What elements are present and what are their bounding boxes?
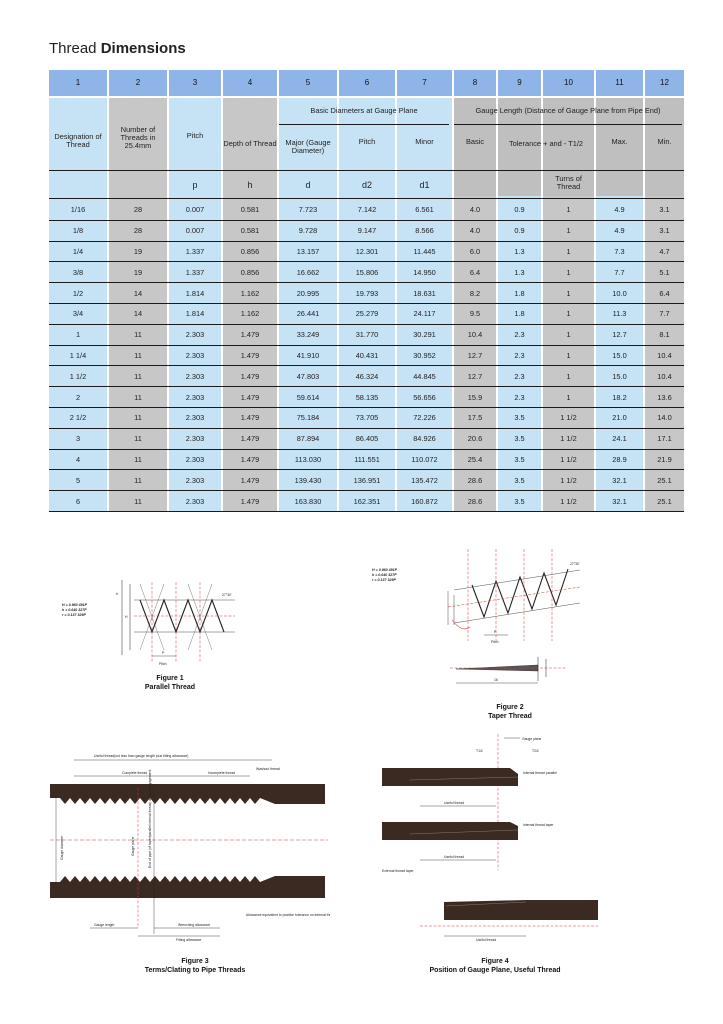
table-cell: 19 [133,246,143,256]
table-cell: 28 [133,226,143,236]
table-cell: 72.226 [413,413,436,423]
column-number: 6 [339,70,395,96]
header-depth: Depth of Thread [223,138,277,148]
table-cell: 3.5 [514,496,525,506]
figure-4-caption [405,958,585,976]
table-cell: 47.803 [296,371,320,381]
table-cell: 10.4 [657,350,672,360]
table-cell: 1 [566,267,571,277]
table-cell: 14.950 [413,267,436,277]
fig1-angle: 27°30' [222,593,232,597]
table-cell: 1.479 [240,496,260,506]
figure-2-title: Taper Thread [488,712,532,720]
fig2-angle: 27°30' [570,562,580,566]
table-cell: 14 [133,309,143,319]
fig3-incomplete-label: Incomplete thread [208,771,236,775]
fig3-end-of-pipe: End of pipe (of taper/parallel internal thread) at hand engagement [148,769,152,868]
page-title [49,40,186,57]
fig4-gauge-plane: Gauge plane [522,737,542,741]
table-cell: 139.430 [294,475,322,485]
column-number: 2 [109,70,167,96]
fig1-formula-r: r = 0.137 329P [62,613,86,617]
table-cell: 2.3 [514,392,525,402]
table-cell: 1 1/2 [560,454,577,464]
table-cell: 4.0 [469,205,481,215]
table-cell: 0.581 [240,226,260,236]
table-cell: 59.614 [296,392,320,402]
table-cell: 8.2 [469,288,481,298]
table-cell: 5 [75,475,81,485]
fig3-allowance-note: Allowance equivalent to positive tolerance on internal thread [246,913,330,917]
table-cell: 18.631 [413,288,436,298]
fig3-gauge-length: Gauge length [94,923,115,927]
table-cell: 4 [75,454,81,464]
table-cell: 2.303 [185,371,205,381]
table-cell: 28.6 [467,496,483,506]
header-gauge-length: Gauge Length (Distance of Gauge Plane from Pipe End) [475,105,661,115]
header-pitch-diameter: Pitch [358,136,376,146]
fig1-h-left: h [116,592,118,596]
figure-1-caption [110,675,230,693]
table-cell: 18.2 [612,392,627,402]
table-cell: 1.479 [240,475,260,485]
table-cell: 26.441 [296,309,320,319]
table-cell: 31.770 [355,330,379,340]
header-minor: Minor [415,136,434,146]
table-cell: 1/4 [72,246,84,256]
table-cell: 17.5 [467,413,483,423]
table-cell: 2 1/2 [69,413,87,423]
table-cell: 9.5 [469,309,481,319]
table-cell: 13.6 [657,392,672,402]
fig4-internal-parallel: Internal thread parallel [523,771,557,775]
header-basic: Basic [465,136,485,146]
table-cell: 1 [566,205,571,215]
fig2-formula-r: r = 0.137 329P [372,578,396,582]
table-cell: 28.9 [612,454,627,464]
column-number: 7 [397,70,452,96]
fig2-ratio: 16 [494,678,498,682]
table-cell: 3.5 [514,454,525,464]
figure-1-number: Figure 1 [156,675,184,682]
table-cell: 1 1/2 [560,496,577,506]
table-cell: 1 1/4 [69,350,87,360]
fig3-washout-label: Washout thread [256,767,280,771]
title-bold: Dimensions [100,40,186,57]
table-cell: 12.7 [467,350,483,360]
figure-2-taper-thread [370,545,610,705]
fig4-useful-1: Useful thread [444,801,465,805]
header-max: Max. [611,136,628,146]
table-cell: 75.184 [296,413,320,423]
fig1-pitch: Pitch [159,662,167,666]
table-cell: 2.303 [185,350,205,360]
table-cell: 21.9 [657,454,672,464]
table-cell: 8.566 [415,226,434,236]
table-cell: 1.3 [514,246,525,256]
table-cell: 46.324 [355,371,379,381]
table-cell: 2.303 [185,413,205,423]
table-cell: 11.3 [612,309,627,319]
table-cell: 11 [134,475,142,485]
fig4-useful-3: Useful thread [476,938,497,942]
table-cell: 6.4 [659,288,670,298]
table-cell: 4.7 [659,246,670,256]
fig3-gauge-diameter: Gauge diameter [60,835,64,860]
fig4-t1: T1/2 [476,749,483,753]
fig2-formula-H: H = 0.960 491P [372,568,398,572]
table-cell: 0.581 [240,205,260,215]
table-cell: 12.301 [355,246,379,256]
figure-3-caption [110,958,280,976]
table-cell: 2.303 [185,454,205,464]
table-cell: 32.1 [612,475,627,485]
table-cell: 24.117 [413,309,436,319]
table-cell: 33.249 [296,330,320,340]
table-cell: 9.147 [357,226,377,236]
column-number: 8 [454,70,496,96]
figure-1-parallel-thread [60,570,260,680]
figure-3-pipe-thread-terms [50,748,330,948]
table-cell: 41.910 [296,350,320,360]
figure-2-diagram [370,545,610,705]
table-cell: 136.951 [353,475,381,485]
table-cell: 19 [133,267,143,277]
table-cell: 25.1 [657,475,672,485]
table-cell: 1.479 [240,413,260,423]
table-cell: 7.723 [298,205,318,215]
table-cell: 0.007 [185,226,205,236]
table-cell: 2.303 [185,475,205,485]
table-cell: 0.856 [240,267,260,277]
table-cell: 2.3 [514,371,525,381]
title-light: Thread [49,40,101,57]
table-cell: 25.1 [657,496,672,506]
table-cell: 6 [75,496,81,506]
fig1-H: H [125,615,128,619]
header-divider [49,170,684,171]
table-cell: 11.445 [413,246,436,256]
header-major: Major (Gauge Diameter) [285,137,331,155]
table-cell: 1 [566,330,571,340]
column-number: 1 [49,70,107,96]
table-cell: 20.995 [296,288,320,298]
table-cell: 1.479 [240,434,260,444]
table-cell: 1 [566,309,571,319]
table-cell: 11 [134,350,142,360]
header-designation: Designation of Thread [54,131,102,149]
table-cell: 1.8 [514,309,525,319]
figure-4-title: Position of Gauge Plane, Useful Thread [429,966,561,974]
table-cell: 1 1/2 [560,434,577,444]
header-basic-diameters: Basic Diameters at Gauge Plane [310,105,418,115]
table-row-divider [49,511,684,512]
header-pitch: Pitch [186,130,204,140]
table-cell: 1/16 [70,205,86,215]
fig1-formula-H: H = 0.960 491P [62,603,88,607]
fig1-formula-h: h = 0.640 327P [62,608,87,612]
fig3-wrenching: Wrenching allowance [178,923,211,927]
table-cell: 1/2 [72,288,84,298]
table-cell: 1.479 [240,371,260,381]
table-cell: 11 [134,392,142,402]
figure-1-title: Parallel Thread [144,683,196,691]
symbol-depth: h [247,180,253,191]
table-cell: 3/8 [72,267,84,277]
table-cell: 0.9 [514,205,525,215]
table-cell: 3.1 [659,205,670,215]
table-cell: 3 [75,434,81,444]
figure-3-number: Figure 3 [181,958,209,965]
table-cell: 1/8 [72,226,84,236]
table-cell: 11 [134,454,142,464]
table-cell: 7.7 [614,267,625,277]
table-cell: 2.3 [514,350,525,360]
table-cell: 1.479 [240,330,260,340]
table-cell: 17.1 [657,434,672,444]
table-cell: 1.3 [514,267,525,277]
table-cell: 1.162 [240,309,260,319]
table-cell: 11 [134,413,142,423]
table-cell: 2.303 [185,330,205,340]
table-cell: 2.303 [185,496,205,506]
table-cell: 30.291 [413,330,436,340]
table-cell: 3/4 [72,309,84,319]
fig2-pitch: Pitch [491,640,499,644]
header-min: Min. [657,136,672,146]
table-cell: 30.952 [413,350,436,360]
table-cell: 7.7 [659,309,670,319]
symbol-pitch: p [192,180,198,191]
table-cell: 20.6 [467,434,483,444]
fig4-external-taper: External thread taper [382,869,414,873]
table-cell: 1.479 [240,454,260,464]
table-cell: 111.551 [354,454,380,464]
table-cell: 21.0 [612,413,627,423]
table-cell: 5.1 [659,267,670,277]
table-cell: 135.472 [411,475,438,485]
table-cell: 84.926 [413,434,436,444]
table-cell: 25.4 [467,454,483,464]
table-cell: 16.662 [296,267,320,277]
table-cell: 7.142 [357,205,377,215]
header-tolerance: Tolerance + and - T1/2 [508,138,584,148]
table-cell: 2.303 [185,392,205,402]
fig4-t2: T2/2 [532,749,539,753]
symbol-minor: d1 [419,180,430,191]
table-cell: 32.1 [612,496,627,506]
table-cell: 15.806 [355,267,379,277]
table-cell: 44.845 [413,371,436,381]
table-cell: 7.3 [614,246,625,256]
column-number: 10 [543,70,594,96]
table-cell: 1 [566,288,571,298]
table-cell: 1 [566,226,571,236]
table-cell: 113.030 [294,454,322,464]
table-cell: 56.656 [413,392,436,402]
table-cell: 0.007 [185,205,205,215]
table-cell: 10.0 [612,288,627,298]
table-cell: 2.3 [514,330,525,340]
symbol-major: d [305,180,311,191]
table-cell: 3.5 [514,475,525,485]
figure-1-diagram [60,570,260,680]
header-threads: Number of Threads in 25.4mm [120,124,156,151]
fig3-fitting: Fitting allowance [176,938,202,942]
column-number: 12 [645,70,684,96]
table-cell: 11 [134,496,142,506]
table-cell: 4.9 [614,226,625,236]
table-cell: 6.0 [469,246,481,256]
table-cell: 12.7 [467,371,483,381]
table-cell: 15.0 [612,371,627,381]
figure-4-gauge-plane [380,730,610,950]
fig3-complete-label: Complete thread [122,771,148,775]
figure-3-title: Terms/Clating to Pipe Threads [144,966,246,974]
basic-diameters-divider [279,124,449,125]
table-cell: 86.405 [355,434,379,444]
table-cell: 1.337 [185,246,205,256]
table-cell: 0.856 [240,246,260,256]
table-cell: 1 [566,392,571,402]
table-cell: 11 [134,434,142,444]
fig2-formula-h: h = 0.640 327P [372,573,397,577]
fig4-useful-2: Useful thread [444,855,465,859]
table-cell: 1 1/2 [69,371,87,381]
table-cell: 11 [134,371,142,381]
table-cell: 1.479 [240,350,260,360]
table-cell: 10.4 [467,330,483,340]
table-cell: 4.9 [614,205,625,215]
table-cell: 6.561 [415,205,434,215]
table-cell: 12.7 [612,330,627,340]
table-cell: 15.0 [612,350,627,360]
table-cell: 28 [133,205,143,215]
fig3-useful-label: Useful thread(not less than gauge length plus fitting allowance) [94,754,189,758]
table-cell: 28.6 [467,475,483,485]
figure-4-number: Figure 4 [481,958,509,965]
header-turns: Turns of Thread [555,173,582,191]
column-number: 3 [169,70,221,96]
table-cell: 24.1 [612,434,627,444]
table-cell: 40.431 [355,350,379,360]
table-cell: 14 [133,288,143,298]
fig4-internal-taper: Internal thread taper [523,823,554,827]
table-cell: 14.0 [657,413,672,423]
table-cell: 2.303 [185,434,205,444]
symbol-pitch-dia: d2 [361,180,372,191]
table-cell: 1 [566,246,571,256]
table-cell: 1 1/2 [560,413,577,423]
table-cell: 73.705 [355,413,379,423]
header-bottom-divider [49,198,684,199]
table-cell: 13.157 [296,246,320,256]
table-cell: 1 1/2 [560,475,577,485]
column-number: 4 [223,70,277,96]
table-cell: 6.4 [469,267,481,277]
column-number: 5 [279,70,337,96]
table-cell: 1 [566,371,571,381]
table-cell: 9.728 [298,226,318,236]
fig1-p: P [162,651,165,655]
table-cell: 1.814 [185,309,205,319]
figure-4-diagram [380,730,610,950]
fig2-p: P [494,630,497,634]
table-cell: 58.135 [355,392,379,402]
table-cell: 160.872 [411,496,438,506]
figure-2-number: Figure 2 [496,704,524,711]
fig3-gauge-plane: Gauge plane [131,836,135,856]
table-cell: 0.9 [514,226,525,236]
table-cell: 11 [134,330,142,340]
table-cell: 3.5 [514,413,525,423]
table-cell: 4.0 [469,226,481,236]
column-number: 9 [498,70,541,96]
table-cell: 162.351 [353,496,381,506]
table-cell: 2 [75,392,81,402]
table-cell: 15.9 [467,392,483,402]
table-cell: 1.337 [185,267,205,277]
table-cell: 25.279 [355,309,379,319]
table-cell: 1 [566,350,571,360]
table-cell: 3.1 [659,226,670,236]
column-number: 11 [596,70,643,96]
table-cell: 1.162 [240,288,260,298]
table-cell: 3.5 [514,434,525,444]
gauge-length-divider [454,124,682,125]
table-cell: 110.072 [411,454,438,464]
table-cell: 1.479 [240,392,260,402]
table-cell: 1.8 [514,288,525,298]
table-cell: 19.793 [355,288,379,298]
figure-2-caption [450,704,570,722]
table-cell: 87.894 [296,434,320,444]
table-cell: 1.814 [185,288,205,298]
table-cell: 1 [75,330,81,340]
table-cell: 163.830 [294,496,322,506]
table-cell: 8.1 [659,330,670,340]
figure-3-diagram [50,748,330,948]
table-cell: 10.4 [657,371,672,381]
